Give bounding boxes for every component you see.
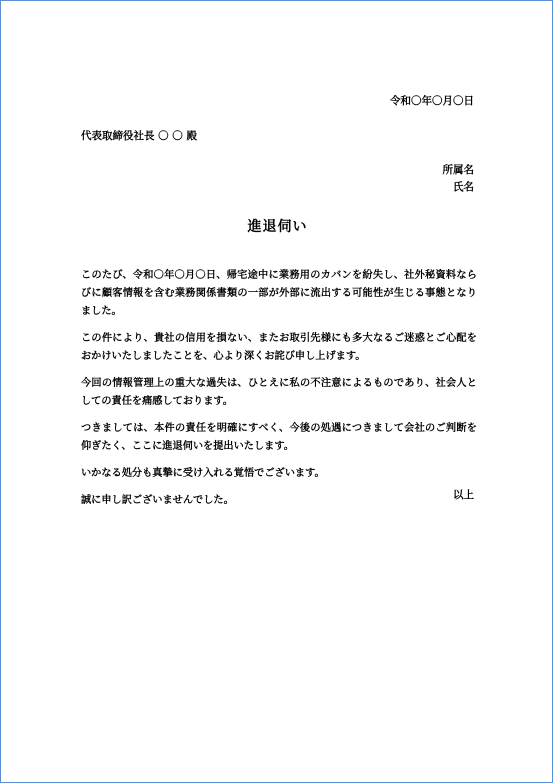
body-paragraph: いかなる処分も真摯に受け入れる覚悟でございます。 bbox=[81, 468, 325, 479]
letter-addressee: 代表取締役社長 〇 〇 殿 bbox=[81, 130, 197, 142]
letter-title: 進退伺い bbox=[247, 219, 308, 235]
body-paragraph: つきましては、本件の責任を明確にすべく、今後の処遇につきまして会社のご判断を仰ぎたく、ここに進退伺いを提出いたします。 bbox=[81, 423, 477, 452]
body-paragraph: 今回の情報管理上の重大な過失は、ひとえに私の不注意によるものであり、社会人としての責任を痛感しております。 bbox=[81, 378, 477, 407]
sender-name: 氏名 bbox=[453, 181, 474, 193]
sender-block bbox=[443, 162, 475, 196]
body-paragraph: このたび、令和〇年〇月〇日、帰宅途中に業務用のカバンを紛失し、社外秘資料ならびに顧客情報を含む業務関係書類の一部が外部に流出する可能性が生じる事態となりました。 bbox=[81, 270, 477, 317]
letter-body bbox=[81, 267, 477, 519]
letter-date: 令和〇年〇月〇日 bbox=[390, 95, 474, 107]
sender-department: 所属名 bbox=[442, 164, 474, 176]
body-paragraph: この件により、貴社の信用を損ない、またお取引先様にも多大なるご迷惑とご心配をおかけいたしましたことを、心より深くお詫び申し上げます。 bbox=[81, 333, 477, 362]
letter-closing: 以上 bbox=[453, 489, 474, 501]
body-paragraph: 誠に申し訳ございませんでした。 bbox=[81, 495, 234, 506]
